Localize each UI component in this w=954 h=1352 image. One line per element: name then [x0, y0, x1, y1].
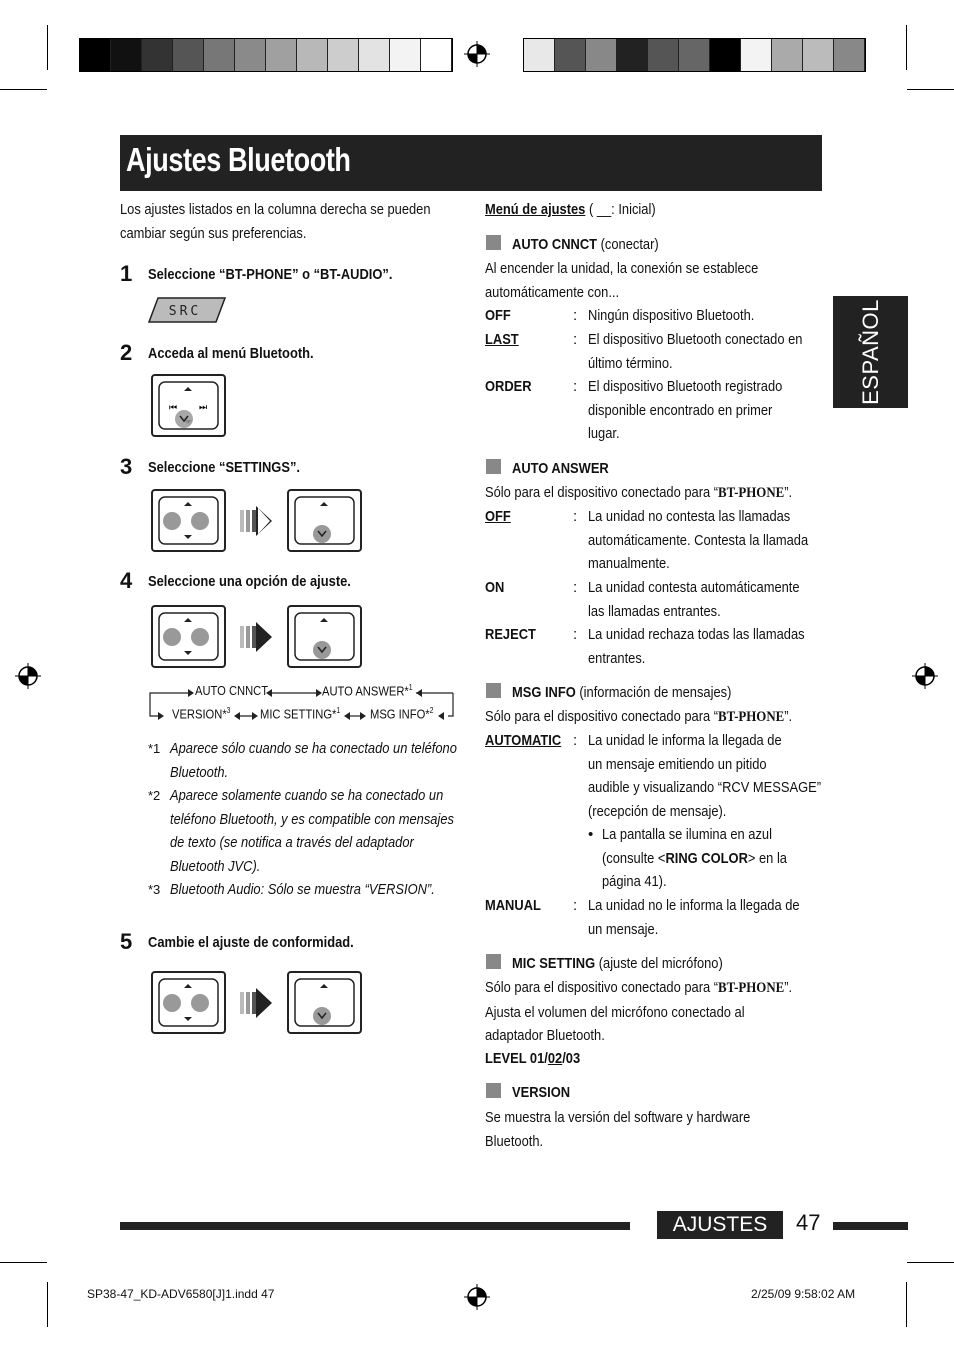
- svg-text:⏭: ⏭: [199, 403, 208, 413]
- section-square-icon: [486, 235, 501, 250]
- control-pad-down-icon: [150, 373, 227, 438]
- mic-level-values: LEVEL 01/02/03: [485, 1050, 581, 1067]
- footer-section-label: AJUSTES: [657, 1211, 783, 1239]
- crop-mark: [47, 1282, 48, 1327]
- section-heading: AUTO ANSWER: [512, 460, 609, 477]
- control-pad-sequence-icon: [150, 970, 365, 1035]
- crop-mark: [906, 1282, 907, 1327]
- section-heading: AUTO CNNCT (conectar): [512, 236, 659, 253]
- svg-text:⏮: ⏮: [169, 403, 178, 413]
- language-tab: [833, 296, 908, 408]
- section-heading: MSG INFO (información de mensajes): [512, 684, 732, 701]
- flow-version: VERSION*$^3$: [172, 706, 231, 722]
- step-text: Seleccione “BT-PHONE” o “BT-AUDIO”.: [148, 266, 393, 283]
- svg-text:SRC: SRC: [168, 304, 202, 319]
- step-number: 5: [120, 929, 133, 954]
- crop-mark: [907, 89, 954, 90]
- section-description: Sólo para el dispositivo conectado para “BT-PHONE”. Ajusta el volumen del micrófono conectado al adaptador Bluetooth.: [485, 979, 793, 1044]
- flow-mic-setting: MIC SETTING*$^1$: [260, 706, 341, 722]
- section-description: Al encender la unidad, la conexión se establece automáticamente con...: [485, 260, 759, 301]
- section-description: Se muestra la versión del software y hardware Bluetooth.: [485, 1109, 751, 1150]
- bullet-note: • La pantalla se ilumina en azul (consulte <RING COLOR> en la página 41).: [588, 826, 787, 890]
- color-bar-left: [79, 38, 453, 72]
- menu-header: Menú de ajustes ( __: Inicial): [485, 201, 656, 218]
- section-heading: MIC SETTING (ajuste del micrófono): [512, 955, 723, 972]
- control-pad-sequence-icon: [150, 604, 365, 669]
- flow-auto-answer: AUTO ANSWER*$^1$: [322, 683, 413, 699]
- step-number: 3: [120, 454, 133, 479]
- section-description: Sólo para el dispositivo conectado para “BT-PHONE”.: [485, 484, 793, 501]
- step-text: Cambie el ajuste de conformidad.: [148, 934, 354, 951]
- section-square-icon: [486, 683, 501, 698]
- section-square-icon: [486, 459, 501, 474]
- registration-mark-icon: [464, 1284, 490, 1310]
- registration-mark-icon: [15, 663, 41, 689]
- step-text: Seleccione una opción de ajuste.: [148, 573, 351, 590]
- intro-text: Los ajustes listados en la columna derecha se pueden cambiar según sus preferencias.: [120, 201, 431, 242]
- crop-mark: [906, 25, 907, 70]
- page-number: 47: [796, 1210, 821, 1235]
- step-number: 2: [120, 340, 133, 365]
- print-date-info: 2/25/09 9:58:02 AM: [751, 1287, 856, 1301]
- print-file-info: SP38-47_KD-ADV6580[J]1.indd 47: [87, 1287, 275, 1301]
- step-number: 4: [120, 568, 133, 593]
- language-tab-label: ESPAÑOL: [857, 299, 883, 405]
- flow-auto-cnnct: AUTO CNNCT: [195, 683, 269, 698]
- src-button-icon: [148, 297, 226, 323]
- page-title: Ajustes Bluetooth: [126, 141, 351, 178]
- control-pad-sequence-icon: [150, 488, 365, 553]
- registration-mark-icon: [912, 663, 938, 689]
- step-text: Acceda al menú Bluetooth.: [148, 345, 314, 362]
- footer-rule: [120, 1222, 630, 1230]
- section-square-icon: [486, 1083, 501, 1098]
- registration-mark-icon: [464, 41, 490, 67]
- color-bar-right: [523, 38, 866, 72]
- flow-msg-info: MSG INFO*$^2$: [370, 706, 434, 722]
- crop-mark: [47, 25, 48, 70]
- crop-mark: [0, 1262, 47, 1263]
- footer-rule: [833, 1222, 908, 1230]
- step-number: 1: [120, 261, 133, 286]
- crop-mark: [907, 1262, 954, 1263]
- section-square-icon: [486, 954, 501, 969]
- section-description: Sólo para el dispositivo conectado para “BT-PHONE”.: [485, 708, 793, 725]
- crop-mark: [0, 89, 47, 90]
- title-bar: [120, 135, 822, 191]
- settings-flow-diagram: [148, 683, 460, 723]
- step-text: Seleccione “SETTINGS”.: [148, 459, 300, 476]
- section-heading: VERSION: [512, 1084, 571, 1101]
